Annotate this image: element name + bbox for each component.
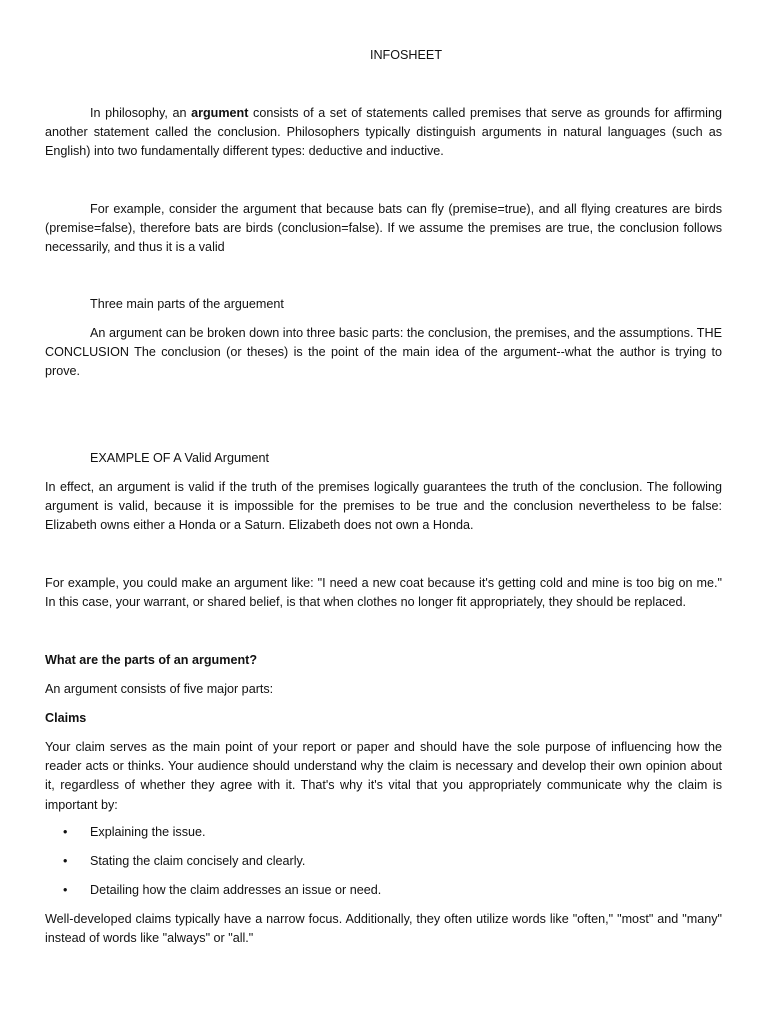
bullet-icon: • [63,825,68,839]
five-parts-paragraph: An argument consists of five major parts: [45,682,274,696]
coat-example-paragraph: For example, you could make an argument like: "I need a new coat because it's getting cold and mine is too big on me." In this case, your warrant, or shared belief, is that when clothes no longer fit appropriately, they should be replaced. [45,576,722,610]
bullet-icon: • [63,882,68,897]
parts-paragraph: An argument can be broken down into three basic parts: the conclusion, the premises, and the assumptions. THE CONCLUSION The conclusion (or theses) is the point of the main idea of the argument--what the author is trying to prove. [45,326,722,379]
valid-example-heading: EXAMPLE OF A Valid Argument [90,451,269,465]
claims-bullet-list [45,823,685,910]
list-item [45,881,685,900]
list-item-text: Explaining the issue. [90,825,206,839]
intro-paragraph [45,104,722,162]
validity-paragraph: In effect, an argument is valid if the truth of the premises logically guarantees the truth of the conclusion. The following argument is valid, because it is impossible for the premises to be true and the conclusion nevertheless to be false: Elizabeth owns either a Honda or a Saturn. Elizabeth does not own a Honda. [45,480,722,533]
intro-text-after: consists of a set of statements called premises that serve as grounds for affirming another statement called the conclusion. Philosophers typically distinguish arguments in natural languages (such as English) into two fundamentally different types: deductive and inductive. [45,106,722,159]
list-item [45,852,685,871]
parts-question-heading: What are the parts of an argument? [45,653,258,667]
parts-heading: Three main parts of the arguement [90,297,284,311]
argument-term: argument [191,106,249,120]
claims-heading: Claims [45,711,87,725]
claims-paragraph: Your claim serves as the main point of your report or paper and should have the sole purpose of influencing how the reader acts or thinks. Your audience should understand why the claim is necessary and develop their own opinion about it, regardless of whether they agree with it. That's why it's vital that you appropriately communicate why the claim is important by: [45,740,722,812]
narrow-focus-paragraph: Well-developed claims typically have a narrow focus. Additionally, they often utilize words like "often," "most" and "many" instead of words like "always" or "all." [45,912,722,946]
bullet-icon: • [63,853,68,868]
example-paragraph: For example, consider the argument that because bats can fly (premise=true), and all flying creatures are birds (premise=false), therefore bats are birds (conclusion=false). If we assume the premises are true, the conclusion follows necessarily, and thus it is a valid [45,202,722,255]
list-item-text: Detailing how the claim addresses an issue or need. [90,882,382,897]
list-item-text: Stating the claim concisely and clearly. [90,853,306,868]
document-title: INFOSHEET [369,48,443,62]
intro-text-before: In philosophy, an [90,106,192,120]
list-item [45,823,685,842]
